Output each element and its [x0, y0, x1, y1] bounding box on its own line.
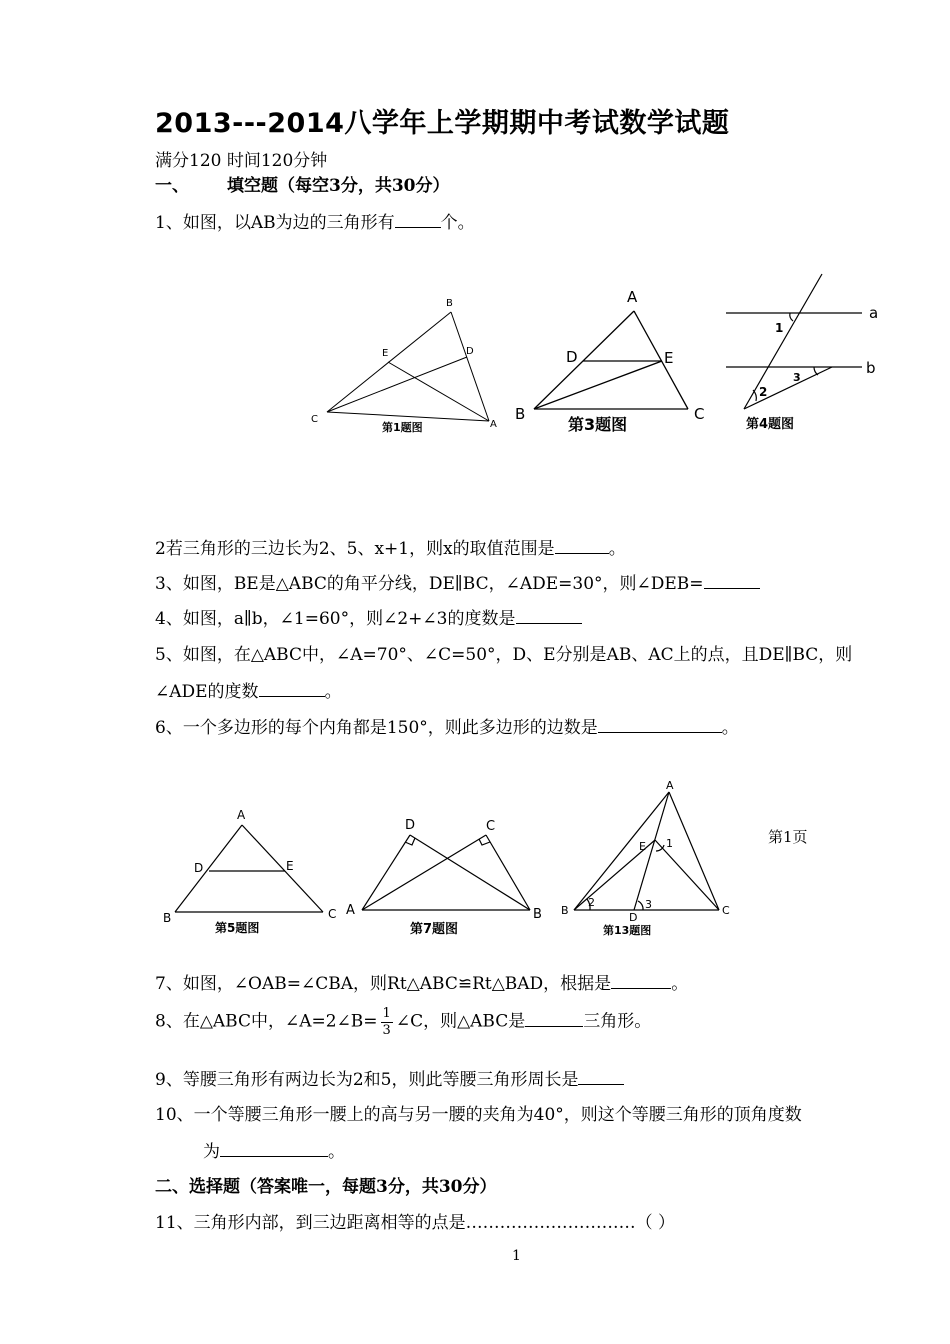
- fig5-caption: 第5题图: [215, 921, 260, 935]
- question-10-line-2: [203, 1137, 345, 1162]
- subtitle: 满分120 时间120分钟: [155, 151, 328, 171]
- fig5-label-c: C: [328, 907, 337, 921]
- fig13-segment-ec: [655, 840, 719, 910]
- fig5-edge-ab: [175, 825, 242, 912]
- question-5-line-2: [155, 677, 342, 702]
- fig5-label-a: A: [237, 808, 246, 822]
- figure-5: [155, 800, 355, 945]
- fig1-label-b: B: [446, 298, 453, 309]
- answer-blank: [598, 718, 722, 733]
- fig13-label-a: A: [666, 779, 674, 792]
- fig5-edge-ac: [242, 825, 323, 912]
- fig4-angle-3: 3: [793, 371, 801, 384]
- fig7-edge-ad: [362, 835, 410, 910]
- question-2: [155, 534, 626, 559]
- fig1-cevian-ae: [388, 362, 489, 421]
- section-2-heading: 二、选择题（答案唯一，每题3分，共30分）: [155, 1177, 497, 1197]
- fig1-edge-bc: [327, 312, 451, 412]
- figure-1: [300, 285, 510, 440]
- answer-blank: [611, 974, 671, 989]
- question-6-suffix: 。: [721, 718, 739, 738]
- fig4-angle-1: 1: [775, 321, 784, 335]
- fig3-label-c: C: [694, 405, 705, 423]
- question-9: [155, 1065, 624, 1090]
- fig1-cevian-cd: [327, 357, 467, 412]
- fig7-edge-ac: [362, 835, 486, 910]
- fig13-edge-ab: [574, 792, 669, 910]
- figure-3: [510, 283, 720, 438]
- question-7-text: 7、如图，∠OAB=∠CBA，则Rt△ABC≌Rt△BAD，根据是: [155, 974, 612, 994]
- question-5-line-1: 5、如图，在△ABC中，∠A=70°、∠C=50°，D、E分别是AB、AC上的点，且DE∥BC，则: [155, 645, 853, 665]
- question-10-line-1: 10、一个等腰三角形一腰上的高与另一腰的夹角为40°，则这个等腰三角形的顶角度数: [155, 1105, 802, 1125]
- fig13-caption: 第13题图: [603, 924, 652, 937]
- fig13-label-b: B: [561, 904, 569, 917]
- section-1-number: 一、: [155, 176, 189, 196]
- question-3: [155, 569, 760, 594]
- fig1-edge-ba: [451, 312, 489, 421]
- fig4-angle-1-arc: [790, 313, 793, 321]
- question-1: [155, 208, 475, 233]
- answer-blank: [578, 1070, 624, 1085]
- fig4-label-b: b: [866, 359, 876, 377]
- answer-blank: [220, 1142, 328, 1157]
- fig5-label-e: E: [286, 859, 294, 873]
- fig13-angle-3-arc: [638, 901, 643, 910]
- fig4-transversal: [744, 274, 822, 409]
- fig3-label-a: A: [627, 288, 638, 306]
- fig3-label-e: E: [664, 349, 674, 367]
- fig1-label-d: D: [466, 346, 474, 357]
- question-8: [155, 1006, 651, 1038]
- fig13-angle-1: 1: [666, 837, 673, 850]
- fig13-edge-ac: [669, 792, 719, 910]
- fig1-caption: 第1题图: [382, 421, 423, 434]
- question-10-suffix: 。: [328, 1142, 345, 1162]
- answer-blank: [516, 609, 582, 624]
- question-1-suffix: 个。: [440, 213, 475, 233]
- fig4-label-a: a: [869, 304, 879, 322]
- fig13-angle-2: 2: [588, 896, 595, 909]
- fig5-label-b: B: [163, 911, 172, 925]
- fig4-angle-2: 2: [759, 385, 768, 399]
- question-4: [155, 604, 582, 629]
- fig3-bisector-be: [534, 361, 662, 409]
- fig1-label-a: A: [490, 419, 497, 430]
- fig7-caption: 第7题图: [410, 922, 459, 937]
- section-1-heading: [155, 171, 450, 196]
- question-1-text: 1、如图，以AB为边的三角形有: [155, 213, 395, 233]
- answer-blank: [395, 213, 441, 228]
- fig1-label-e: E: [382, 348, 389, 359]
- fig7-label-c: C: [486, 819, 496, 834]
- question-7-suffix: 。: [671, 974, 689, 994]
- question-9-text: 9、等腰三角形有两边长为2和5，则此等腰三角形周长是: [155, 1070, 579, 1090]
- question-10-text: 为: [203, 1142, 220, 1162]
- fig3-label-b: B: [515, 405, 526, 423]
- fraction-denominator: 3: [382, 1022, 391, 1038]
- fig13-angle-3: 3: [645, 898, 652, 911]
- fig7-label-a: A: [346, 903, 355, 918]
- answer-blank: [259, 682, 325, 697]
- figure-4: [718, 268, 898, 443]
- fig7-edge-db: [410, 835, 530, 910]
- question-5-suffix: 。: [324, 682, 342, 702]
- fig1-edge-ca: [327, 412, 489, 421]
- fig7-label-d: D: [405, 818, 416, 833]
- question-2-text: 2若三角形的三边长为2、5、x+1，则x的取值范围是: [155, 539, 555, 559]
- question-6-text: 6、一个多边形的每个内角都是150°，则此多边形的边数是: [155, 718, 598, 738]
- question-6: [155, 713, 739, 738]
- fig4-segment: [744, 367, 832, 409]
- question-8-middle: ∠C，则△ABC是: [395, 1011, 526, 1032]
- fig7-edge-cb: [486, 835, 530, 910]
- side-page-note: 第1页: [768, 828, 808, 846]
- question-4-text: 4、如图，a∥b，∠1=60°，则∠2+∠3的度数是: [155, 609, 516, 629]
- fig4-caption: 第4题图: [746, 417, 795, 432]
- fig13-label-d: D: [629, 911, 638, 924]
- fig5-label-d: D: [194, 861, 204, 875]
- question-8-suffix: 三角形。: [583, 1011, 652, 1032]
- fig1-label-c: C: [311, 414, 318, 425]
- answer-blank: [525, 1012, 583, 1027]
- question-8-text: 8、在△ABC中，∠A=2∠B=: [155, 1011, 378, 1032]
- fig13-label-c: C: [722, 904, 730, 917]
- question-2-suffix: 。: [608, 539, 626, 559]
- page-title: 2013---2014八学年上学期期中考试数学试题: [155, 108, 730, 139]
- fig3-edge-ac: [634, 311, 688, 409]
- page-number: 1: [512, 1248, 521, 1264]
- question-7: [155, 969, 688, 994]
- section-1-label: 填空题（每空3分，共30分）: [227, 176, 450, 196]
- fig3-caption: 第3题图: [568, 415, 628, 434]
- fig13-label-e: E: [639, 840, 646, 853]
- answer-blank: [555, 539, 609, 554]
- question-11: 11、三角形内部，到三边距离相等的点是…………………………（ ）: [155, 1213, 676, 1233]
- question-3-text: 3、如图，BE是△ABC的角平分线，DE∥BC，∠ADE=30°，则∠DEB=: [155, 574, 704, 594]
- fraction-one-third: [381, 1006, 393, 1038]
- fig3-edge-ab: [534, 311, 634, 409]
- figure-7: [340, 810, 560, 945]
- fraction-numerator: 1: [382, 1006, 391, 1021]
- fig3-label-d: D: [566, 348, 578, 366]
- fig7-label-b: B: [533, 907, 542, 922]
- answer-blank: [704, 574, 760, 589]
- question-5-text: ∠ADE的度数: [155, 682, 259, 702]
- figure-13: [560, 775, 760, 945]
- fig4-angle-3-arc: [814, 367, 818, 375]
